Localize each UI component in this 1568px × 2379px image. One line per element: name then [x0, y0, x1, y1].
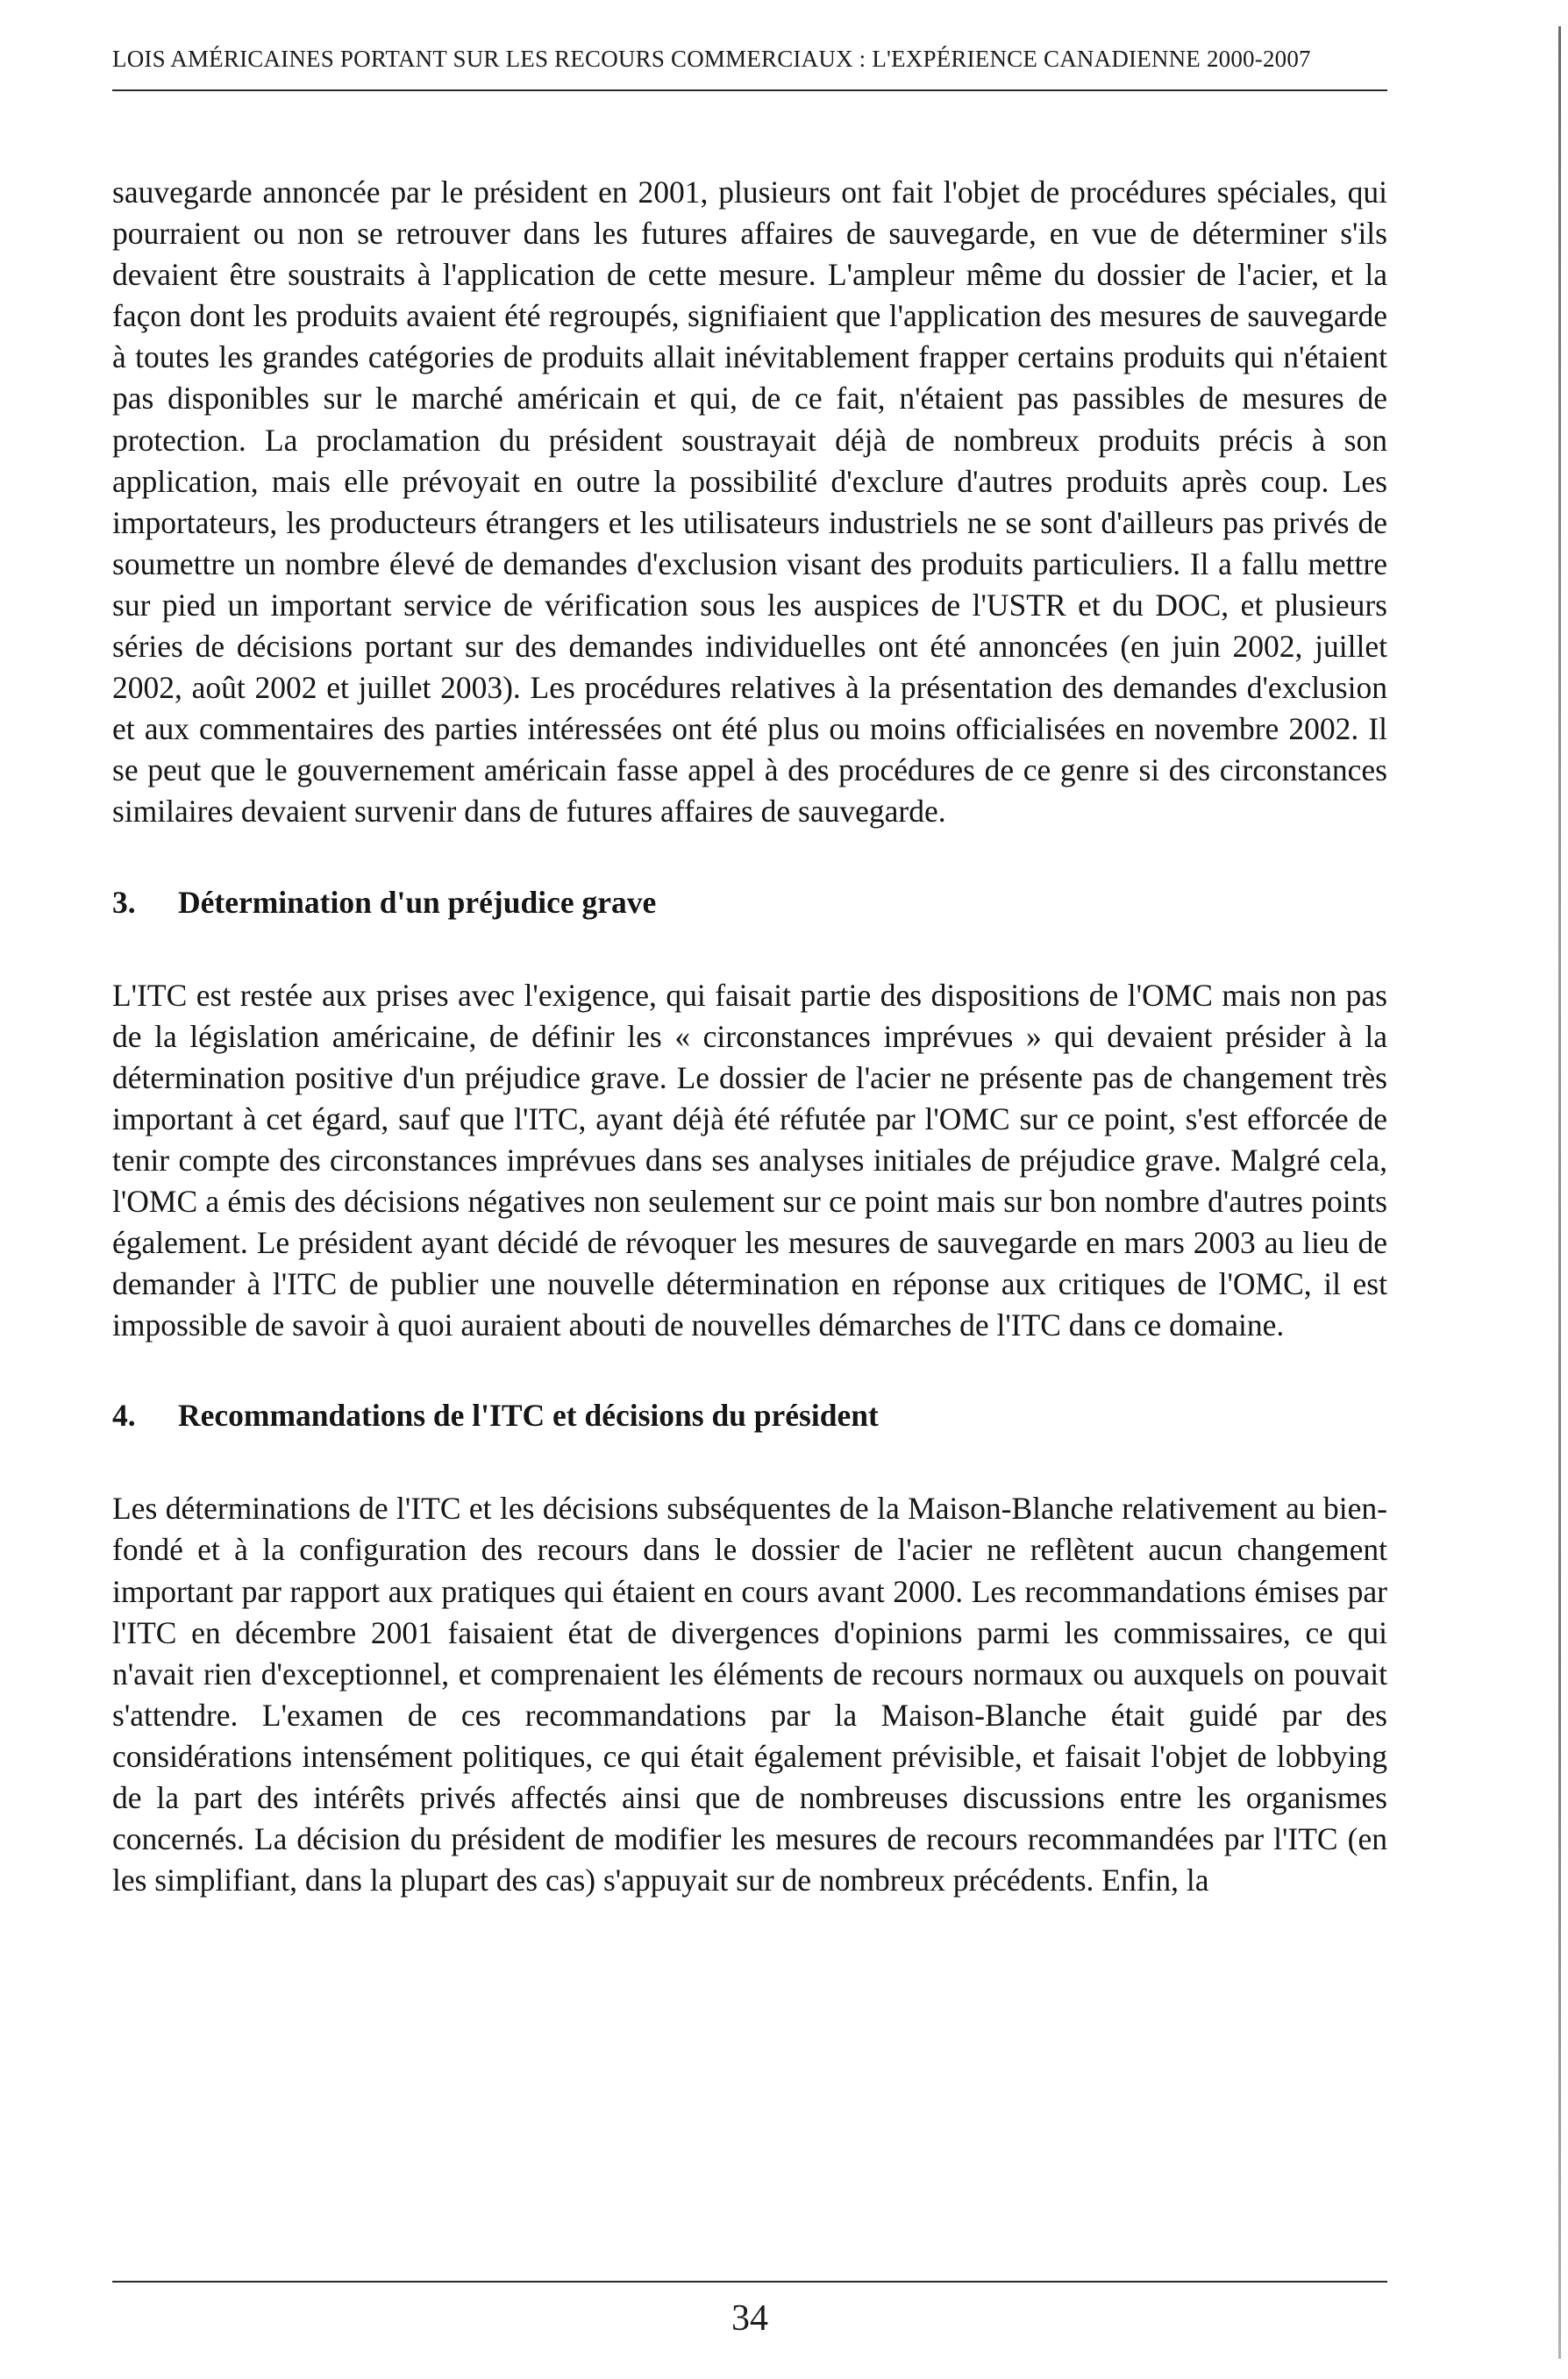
section-heading-4	[112, 1395, 1387, 1436]
paragraph-1: sauvegarde annoncée par le président en 2001, plusieurs ont fait l'objet de procédures spéciales, qui pourraient ou non se retrouver dans les futures affaires de sauvegarde, en vue de déterminer s'ils devaient être soustraits à l'application de cette mesure. L'ampleur même du dossier de l'acier, et la façon dont les produits avaient été regroupés, signifiaient que l'application des mesures de sauvegarde à toutes les grandes catégories de produits allait inévitablement frapper certains produits qui n'étaient pas disponibles sur le marché américain et qui, de ce fait, n'étaient pas passibles de mesures de protection. La proclamation du président soustrayait déjà de nombreux produits précis à son application, mais elle prévoyait en outre la possibilité d'exclure d'autres produits après coup. Les importateurs, les producteurs étrangers et les utilisateurs industriels ne se sont d'ailleurs pas privés de soumettre un nombre élevé de demandes d'exclusion visant des produits particuliers. Il a fallu mettre sur pied un important service de vérification sous les auspices de l'USTR et du DOC, et plusieurs séries de décisions portant sur des demandes individuelles ont été annoncées (en juin 2002, juillet 2002, août 2002 et juillet 2003). Les procédures relatives à la présentation des demandes d'exclusion et aux commentaires des parties intéressées ont été plus ou moins officialisées en novembre 2002. Il se peut que le gouvernement américain fasse appel à des procédures de ce genre si des circonstances similaires devaient survenir dans de futures affaires de sauvegarde.	[112, 175, 1387, 830]
paragraph-3: Les déterminations de l'ITC et les décisions subséquentes de la Maison-Blanche relativement au bien-fondé et à la configuration des recours dans le dossier de l'acier ne reflètent aucun changement important par rapport aux pratiques qui étaient en cours avant 2000. Les recommandations émises par l'ITC en décembre 2001 faisaient état de divergences d'opinions parmi les commissaires, ce qui n'avait rien d'exceptionnel, et comprenaient les éléments de recours normaux ou auxquels on pouvait s'attendre. L'examen de ces recommandations par la Maison-Blanche était guidé par des considérations intensément politiques, ce qui était également prévisible, et faisait l'objet de lobbying de la part des intérêts privés affectés ainsi que de nombreuses discussions entre les organismes concernés. La décision du président de modifier les mesures de recours recommandées par l'ITC (en les simplifiant, dans la plupart des cas) s'appuyait sur de nombreux précédents. Enfin, la	[112, 1491, 1387, 1898]
running-head: LOIS AMÉRICAINES PORTANT SUR LES RECOURS COMMERCIAUX : L'EXPÉRIENCE CANADIENNE 2000-2007	[112, 46, 1311, 72]
page-number: 34	[731, 2298, 768, 2339]
section-number: 3.	[112, 884, 136, 920]
spacer	[112, 833, 1387, 882]
paragraph-2: L'ITC est restée aux prises avec l'exigence, qui faisait partie des dispositions de l'OMC mais non pas de la législation américaine, de définir les « circonstances imprévues » qui devaient présider à la détermination positive d'un préjudice grave. Le dossier de l'acier ne présente pas de changement très important à cet égard, sauf que l'ITC, ayant déjà été réfutée par l'OMC sur ce point, s'est efforcée de tenir compte des circonstances imprévues dans ses analyses initiales de préjudice grave. Malgré cela, l'OMC a émis des décisions négatives non seulement sur ce point mais sur bon nombre d'autres points également. Le président ayant décidé de révoquer les mesures de sauvegarde en mars 2003 au lieu de demander à l'ITC de publier une nouvelle détermination en réponse aux critiques de l'OMC, il est impossible de savoir à quoi auraient abouti de nouvelles démarches de l'ITC dans ce domaine.	[112, 977, 1387, 1343]
section-number: 4.	[112, 1398, 136, 1434]
header-rule	[112, 89, 1387, 91]
body-text	[112, 172, 1387, 1901]
footer-rule	[112, 2281, 1387, 2283]
spacer	[112, 1436, 1387, 1488]
spacer	[112, 1346, 1387, 1395]
section-heading-3	[112, 882, 1387, 923]
spacer	[112, 923, 1387, 975]
section-title: Recommandations de l'ITC et décisions du président	[178, 1398, 879, 1434]
section-title: Détermination d'un préjudice grave	[178, 884, 657, 920]
scan-border-shadow	[1558, 26, 1561, 2359]
